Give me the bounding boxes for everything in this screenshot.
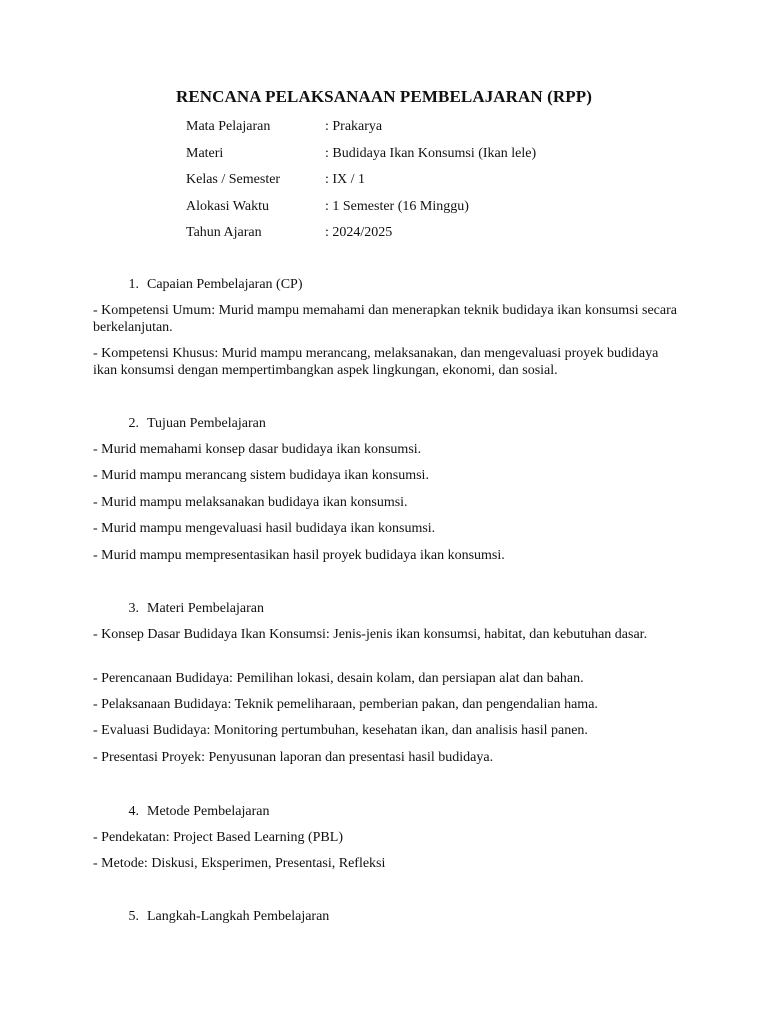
section-heading-text: Capaian Pembelajaran (CP) xyxy=(147,277,303,292)
section-number: 2. xyxy=(128,416,139,431)
section-item: - Kompetensi Khusus: Murid mampu merancang, melaksanakan, dan mengevaluasi proyek budidaya ikan konsumsi dengan mempertimbangkan aspek lingkungan, ekonomi, dan sosial. xyxy=(93,346,659,378)
section-item: - Murid mampu mempresentasikan hasil proyek budidaya ikan konsumsi. xyxy=(93,548,505,563)
meta-key: Kelas / Semester xyxy=(186,172,281,187)
section-heading-5 xyxy=(93,908,683,925)
section-heading-text: Metode Pembelajaran xyxy=(147,804,270,819)
section-item: - Pendekatan: Project Based Learning (PBL) xyxy=(93,830,343,845)
section-item: - Murid mampu melaksanakan budidaya ikan konsumsi. xyxy=(93,495,408,510)
meta-table xyxy=(186,118,536,251)
meta-value: : Prakarya xyxy=(325,119,383,134)
meta-key: Materi xyxy=(186,145,224,161)
meta-value: : Budidaya Ikan Konsumsi (Ikan lele) xyxy=(325,145,537,161)
meta-key: Mata Pelajaran xyxy=(186,119,271,134)
section-heading-text: Tujuan Pembelajaran xyxy=(147,416,266,431)
section-number: 5. xyxy=(128,909,139,924)
section-item: - Murid memahami konsep dasar budidaya ikan konsumsi. xyxy=(93,442,422,457)
section-item: - Metode: Diskusi, Eksperimen, Presentasi, Refleksi xyxy=(93,856,386,871)
section-heading-2 xyxy=(93,415,683,432)
section-item: - Evaluasi Budidaya: Monitoring pertumbuhan, kesehatan ikan, dan analisis hasil panen. xyxy=(93,723,588,738)
meta-value: : IX / 1 xyxy=(325,172,366,187)
meta-key: Tahun Ajaran xyxy=(186,225,262,240)
meta-row-tahun-ajaran xyxy=(186,224,536,251)
meta-row-alokasi-waktu xyxy=(186,198,536,225)
section-item: - Murid mampu merancang sistem budidaya ikan konsumsi. xyxy=(93,468,429,483)
section-item: - Presentasi Proyek: Penyusunan laporan dan presentasi hasil budidaya. xyxy=(93,750,494,765)
section-item: - Konsep Dasar Budidaya Ikan Konsumsi: Jenis-jenis ikan konsumsi, habitat, dan kebutuhan dasar. xyxy=(93,627,648,642)
meta-key: Alokasi Waktu xyxy=(186,198,269,214)
meta-value: : 2024/2025 xyxy=(325,225,393,240)
section-heading-text: Materi Pembelajaran xyxy=(147,601,265,616)
section-heading-1 xyxy=(93,276,683,293)
meta-value: : 1 Semester (16 Minggu) xyxy=(325,198,469,214)
section-item: - Pelaksanaan Budidaya: Teknik pemeliharaan, pemberian pakan, dan pengendalian hama. xyxy=(93,697,598,712)
section-item: - Kompetensi Umum: Murid mampu memahami dan menerapkan teknik budidaya ikan konsumsi secara berkelanjutan. xyxy=(93,303,677,335)
section-number: 3. xyxy=(128,601,139,616)
meta-row-materi xyxy=(186,145,536,172)
meta-row-kelas-semester xyxy=(186,171,536,198)
section-number: 4. xyxy=(128,804,139,819)
section-heading-text: Langkah-Langkah Pembelajaran xyxy=(147,909,330,924)
section-number: 1. xyxy=(128,277,139,292)
section-heading-4 xyxy=(93,803,683,820)
section-item: - Perencanaan Budidaya: Pemilihan lokasi, desain kolam, dan persiapan alat dan bahan. xyxy=(93,671,584,686)
document-title: RENCANA PELAKSANAAN PEMBELAJARAN (RPP) xyxy=(175,87,593,106)
section-heading-3 xyxy=(93,600,683,617)
section-item: - Murid mampu mengevaluasi hasil budidaya ikan konsumsi. xyxy=(93,521,436,536)
meta-row-mata-pelajaran xyxy=(186,118,536,145)
